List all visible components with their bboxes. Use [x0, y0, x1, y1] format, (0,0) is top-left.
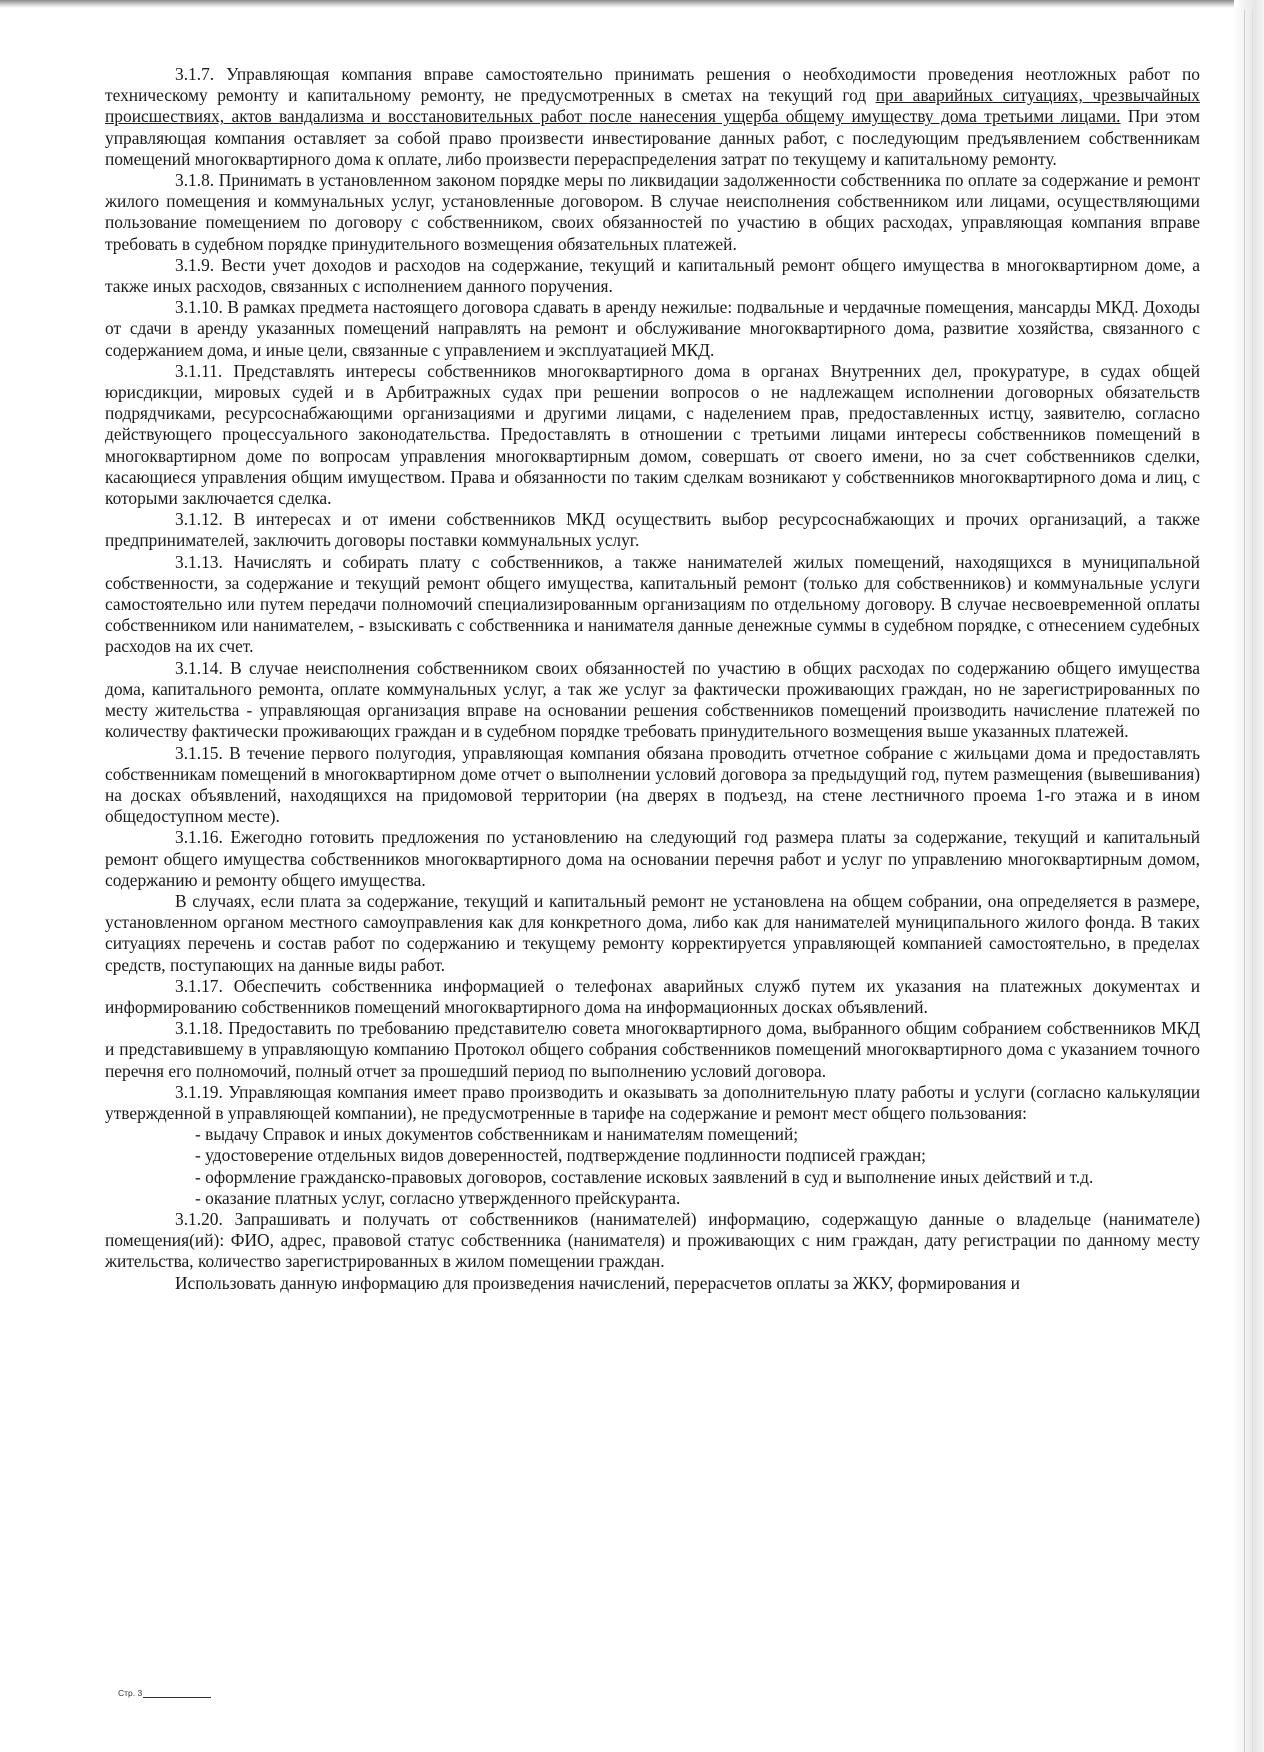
paragraph-last: Использовать данную информацию для произведения начислений, перерасчетов оплаты за ЖКУ, формирования и: [175, 1272, 1020, 1293]
paragraph-3-1-11: 3.1.11. Представлять интересы собственников многоквартирного дома в органах Внутренних дел, прокуратуре, в судах общей юрисдикции, мировых судей и в Арбитражных судах при решении вопросов о не надлежащем исполнении договорных обязательств подрядчиками, ресурсоснабжающими организациями и другими лицами, с наделением прав, предоставленных истцу, заявителю, согласно действующего процессуального законодательства. Предоставлять в отношении с третьими лицами интересы собственников помещений в многоквартирном доме по вопросам управления многоквартирным домом, совершать от своего имени, но за счет собственников сделки, касающиеся управления общим имуществом. Права и обязанности по таким сделкам возникают у собственников многоквартирного дома и лиц, с которыми заключается сделка.: [105, 360, 1200, 509]
paragraph-3-1-17: 3.1.17. Обеспечить собственника информацией о телефонах аварийных служб путем их указания на платежных документах и информированию собственников помещений многоквартирного дома на информационных досках объявлений.: [105, 975, 1200, 1017]
document-body: [105, 64, 1200, 1294]
paragraph-b2: - удостоверение отдельных видов доверенностей, подтверждение подлинности подписей граждан;: [195, 1145, 926, 1166]
paragraph-3-1-13: 3.1.13. Начислять и собирать плату с собственников, а также нанимателей жилых помещений, находящихся в муниципальной собственности, за содержание и текущий ремонт общего имущества, капитальный ремонт (только для собственников) и коммунальные услуги самостоятельно или путем передачи полномочий специализированным организациям по отдельному договору. В случае несвоевременной оплаты собственником или нанимателем, - взыскивать с собственника и нанимателя данные денежные суммы в судебном порядке, с отнесением судебных расходов на их счет.: [105, 551, 1200, 657]
page-number-label: Стр. 3: [118, 1688, 143, 1698]
paragraph-b3: - оформление гражданско-правовых договоров, составление исковых заявлений в суд и выполнение иных действий и т.д.: [195, 1166, 1094, 1187]
paragraph-3-1-14: 3.1.14. В случае неисполнения собственником своих обязанностей по участию в общих расходах по содержанию общего имущества дома, капитального ремонта, оплате коммунальных услуг, а так же услуг за фактически проживающих граждан, но не зарегистрированных по месту жительства - управляющая организация вправе на основании решения собственников помещений производить начисление платежей по количеству фактически проживающих граждан и в судебном порядке требовать принудительного возмещения выше указанных платежей.: [105, 657, 1200, 742]
scan-edge-right: [1234, 0, 1264, 1752]
paragraph-b1: - выдачу Справок и иных документов собственникам и нанимателям помещений;: [195, 1124, 799, 1145]
scan-edge-top: [0, 0, 1264, 8]
paragraph-text: 3.1.7. Управляющая компания вправе самостоятельно принимать решения о необходимости проведения неотложных работ по техническому ремонту и капитальному ремонту, не предусмотренных в сметах на текущий год: [105, 64, 1200, 106]
paragraph-3-1-10: 3.1.10. В рамках предмета настоящего договора сдавать в аренду нежилые: подвальные и чердачные помещения, мансарды МКД. Доходы от сдачи в аренду указанных помещений направлять на ремонт и обслуживание многоквартирного дома, развитие хозяйства, связанного с содержанием дома, и иные цели, связанные с управлением и эксплуатацией МКД.: [105, 297, 1200, 360]
paragraph-3-1-8: 3.1.8. Принимать в установленном законом порядке меры по ликвидации задолженности собственника по оплате за содержание и ремонт жилого помещения и коммунальных услуг, установленные договором. В случае неисполнения собственником или лицами, осуществляющими пользование помещением по договору с собственником, своих обязанностей по участию в общих расходах, управляющая компания вправе требовать в судебном порядке принудительного возмещения обязательных платежей.: [105, 170, 1200, 254]
paragraph-3-1-19: 3.1.19. Управляющая компания имеет право производить и оказывать за дополнительную плату работы и услуги (согласно калькуляции утвержденной в управляющей компании), не предусмотренные в тарифе на содержание и ремонт мест общего пользования:: [105, 1081, 1200, 1123]
paragraph-b4: - оказание платных услуг, согласно утвержденного прейскуранта.: [195, 1187, 681, 1208]
paragraph-3-1-15: 3.1.15. В течение первого полугодия, управляющая компания обязана проводить отчетное собрание с жильцами дома и предоставлять собственникам помещений в многоквартирном доме отчет о выполнении условий договора за предыдущий год, путем размещения (вывешивания) на досках объявлений, находящихся на придомовой территории (на дверях в подъезд, на стене лестничного проема 1-го этажа и в ином общедоступном месте).: [105, 742, 1200, 827]
paragraph-text: При этом управляющая компания оставляет за собой право произвести инвестирование данных работ, с последующим предъявлением собственникам помещений многоквартирного дома к оплате, либо произвести перераспределения затрат по текущему и капитальному ремонту.: [105, 106, 1200, 169]
paragraph-3-1-20: 3.1.20. Запрашивать и получать от собственников (нанимателей) информацию, содержащую данные о владельце (нанимателе) помещения(ий): ФИО, адрес, правовой статус собственника (нанимателя) и проживающих с ним граждан, дату регистрации по данному месту жительства, количество зарегистрированных в жилом помещении граждан.: [105, 1208, 1200, 1272]
paragraph-3-1-16b: В случаях, если плата за содержание, текущий и капитальный ремонт не установлена на общем собрании, она определяется в размере, установленном органом местного самоуправления как для конкретного дома, либо как для нанимателей муниципального жилого фонда. В таких ситуациях перечень и состав работ по содержанию и текущему ремонту корректируется управляющей компанией самостоятельно, в пределах средств, поступающих на данные виды работ.: [105, 890, 1200, 975]
paragraph-3-1-9: 3.1.9. Вести учет доходов и расходов на содержание, текущий и капитальный ремонт общего имущества в многоквартирном доме, а также иных расходов, связанных с исполнением данного поручения.: [105, 254, 1200, 297]
paragraph-3-1-12: 3.1.12. В интересах и от имени собственников МКД осуществить выбор ресурсоснабжающих и прочих организаций, а также предпринимателей, заключить договоры поставки коммунальных услуг.: [105, 509, 1200, 551]
paragraph-3-1-18: 3.1.18. Предоставить по требованию представителю совета многоквартирного дома, выбранного общим собранием собственников МКД и представившему в управляющую компанию Протокол общего собрания собственников помещений многоквартирного дома с указанием точного перечня его полномочий, полный отчет за прошедший период по выполнению условий договора.: [105, 1018, 1200, 1081]
underlined-text: при аварийных ситуациях, чрезвычайных происшествиях, актов вандализма и восстановительных работ после нанесения ущерба общему имуществу дома третьими лицами.: [105, 85, 1200, 127]
page-number-blank-line: [143, 1697, 211, 1698]
paragraph-3-1-7: [105, 64, 1200, 170]
paragraph-3-1-16: 3.1.16. Ежегодно готовить предложения по установлению на следующий год размера платы за содержание, текущий и капитальный ремонт общего имущества собственников многоквартирного дома на основании перечня работ и услуг по управлению многоквартирным домом, содержанию и ремонту общего имущества.: [105, 827, 1200, 890]
page-footer: [118, 1688, 211, 1698]
